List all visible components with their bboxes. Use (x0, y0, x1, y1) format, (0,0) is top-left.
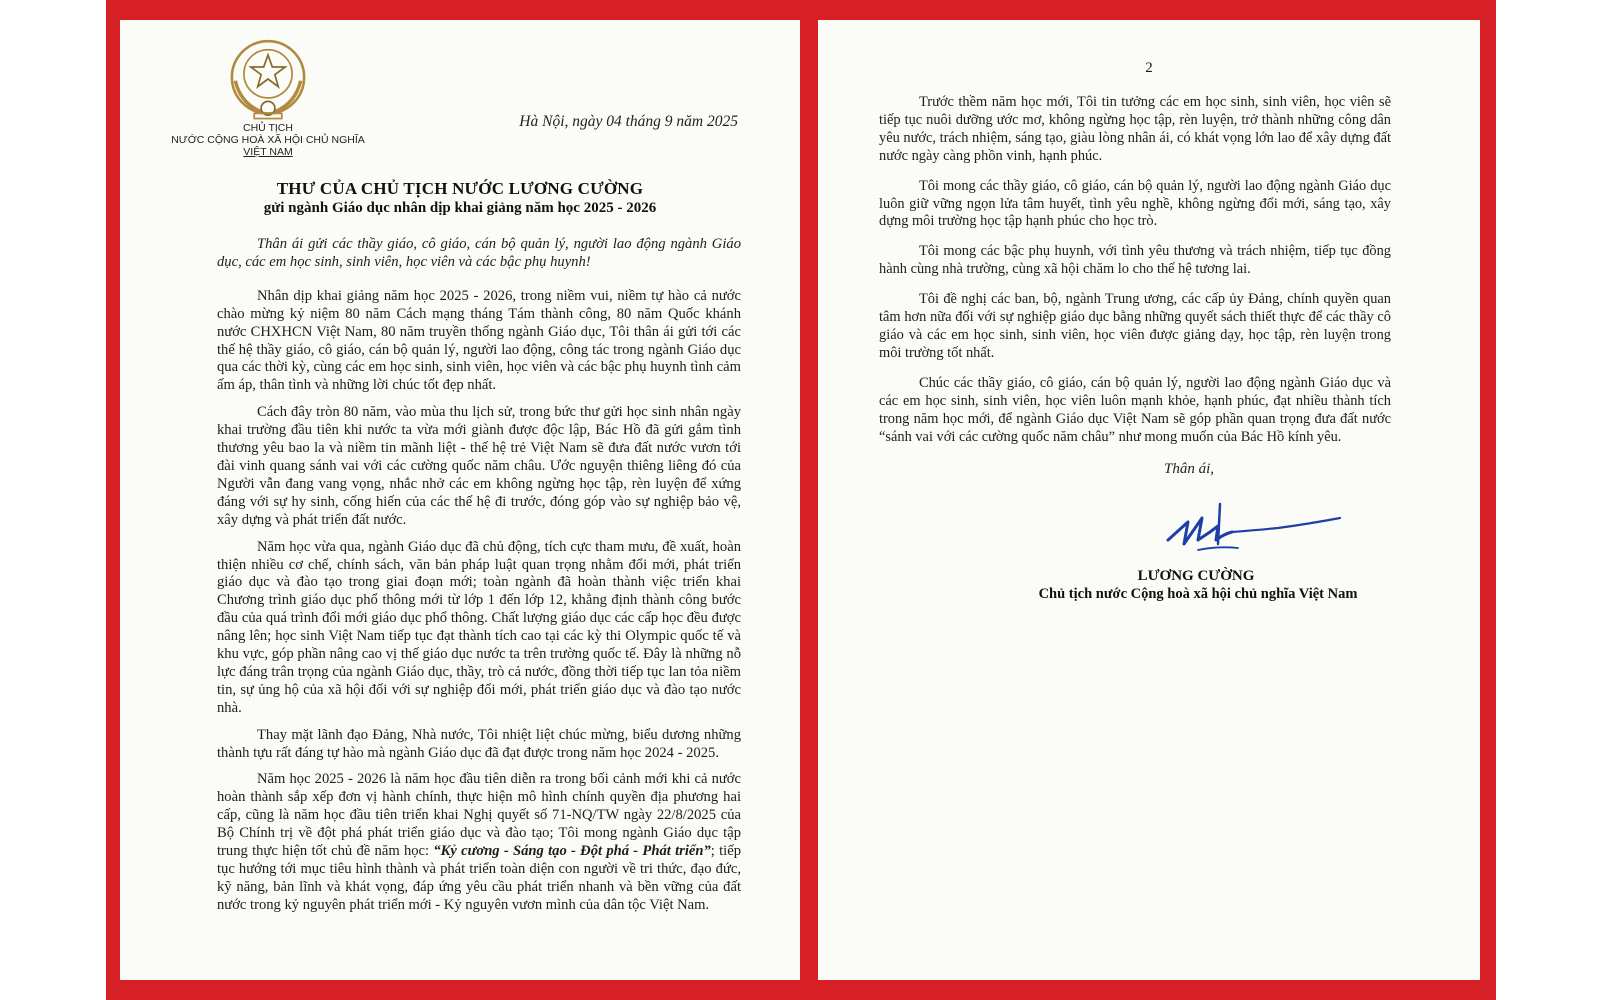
paragraph: Tôi mong các bậc phụ huynh, với tình yêu thương và trách nhiệm, tiếp tục đồng hành cùng nhà trường, cùng xã hội chăm lo cho thế hệ tương lai. (879, 243, 1391, 278)
letter-subtitle: gửi ngành Giáo dục nhân dịp khai giảng năm học 2025 - 2026 (263, 200, 657, 216)
letterhead (170, 36, 366, 158)
greeting: Thân ái gửi các thầy giáo, cô giáo, cán bộ quản lý, người lao động ngành Giáo dục, các em học sinh, sinh viên, học viên và các bậc phụ huynh! (217, 236, 741, 270)
page-number: 2 (1145, 60, 1153, 76)
paragraph: Thay mặt lãnh đạo Đảng, Nhà nước, Tôi nhiệt liệt chúc mừng, biểu dương những thành tựu rất đáng tự hào mà ngành Giáo dục đã đạt được trong năm học 2024 - 2025. (217, 726, 741, 761)
letter-page-2 (818, 20, 1480, 980)
signer-name: LƯƠNG CƯỜNG (1137, 568, 1255, 584)
signer-title: Chủ tịch nước Cộng hoà xã hội chủ nghĩa Việt Nam (1038, 586, 1358, 602)
paragraph: Tôi mong các thầy giáo, cô giáo, cán bộ quản lý, người lao động ngành Giáo dục luôn giữ vững ngọn lửa tâm huyết, tình yêu nghề, không ngừng đổi mới, sáng tạo, xây dựng môi trường học tập hạnh phúc cho học trò. (879, 177, 1391, 230)
letter-body-page-2 (879, 94, 1391, 458)
paragraph-text: Năm học 2025 - 2026 là năm học đầu tiên diễn ra trong bối cảnh mới khi cả nước hoàn thành sắp xếp đơn vị hành chính, thực hiện mô hình chính quyền địa phương hai cấp, cũng là năm học đầu tiên triển khai Nghị quyết số 71-NQ/TW ngày 22/8/2025 của Bộ Chính trị về đột phá phát triển giáo dục và đào tạo; Tôi mong ngành Giáo dục tập trung thực hiện tốt chủ đề năm học: (217, 771, 741, 860)
office-title-line2: NƯỚC CỘNG HOÀ XÃ HỘI CHỦ NGHĨA (171, 134, 365, 146)
paragraph: Cách đây tròn 80 năm, vào mùa thu lịch sử, trong bức thư gửi học sinh nhân ngày khai trường đầu tiên khi nước ta vừa mới giành được độc lập, Bác Hồ đã gửi gắm tình thương yêu bao la và niềm tin mãnh liệt - thế hệ trẻ Việt Nam sẽ đưa đất nước vươn tới đài vinh quang sánh vai với các cường quốc năm châu. Ước nguyện thiêng liêng đó của Người vẫn đang vang vọng, nhắc nhở các em không ngừng học tập, rèn luyện để xứng đáng với sự hy sinh, cống hiến của các thế hệ đi trước, đóng góp vào sự nghiệp bảo vệ, xây dựng và phát triển đất nước. (217, 404, 741, 528)
letter-body-page-1 (217, 236, 741, 924)
office-title-line1: CHỦ TỊCH (243, 122, 293, 134)
paragraph-text: ; tiếp tục hướng tới mục tiêu hình thành và phát triển toàn diện con người về tri thức, đạo đức, kỹ năng, bản lĩnh và khát vọng, đáp ứng yêu cầu phát triển nhanh và bền vững của đất nước trong kỷ nguyên phát triển mới - Kỷ nguyên vươn mình của dân tộc Việt Nam. (217, 843, 741, 913)
paragraph: Chúc các thầy giáo, cô giáo, cán bộ quản lý, người lao động ngành Giáo dục và các em học sinh, sinh viên, học viên luôn mạnh khỏe, hạnh phúc, đạt nhiều thành tích trong năm học mới, để ngành Giáo dục Việt Nam sẽ góp phần quan trọng đưa đất nước “sánh vai với các cường quốc năm châu” như mong muốn của Bác Hồ kính yêu. (879, 374, 1391, 445)
paragraph-theme (217, 771, 741, 914)
dateline: Hà Nội, ngày 04 tháng 9 năm 2025 (519, 113, 738, 130)
letter-page-1 (120, 20, 800, 980)
state-emblem-icon (225, 36, 311, 122)
paragraph: Nhân dịp khai giảng năm học 2025 - 2026, trong niềm vui, niềm tự hào cả nước chào mừng kỷ niệm 80 năm Cách mạng tháng Tám thành công, 80 năm Quốc khánh nước CHXHCN Việt Nam, 80 năm truyền thống ngành Giáo dục, Tôi thân ái gửi tới các thế hệ thầy giáo, cô giáo, cán bộ quản lý, người lao động, công tác trong ngành Giáo dục qua các thời kỳ, cùng các em học sinh, sinh viên, học viên và các bậc phụ huynh tình cảm ấm áp, thân tình và những lời chúc tốt đẹp nhất. (217, 287, 742, 394)
handwritten-signature-icon (1158, 488, 1358, 558)
office-title-line3: VIỆT NAM (243, 146, 293, 158)
closing: Thân ái, (1164, 461, 1215, 477)
paragraph: Tôi đề nghị các ban, bộ, ngành Trung ương, các cấp ủy Đảng, chính quyền quan tâm hơn nữa đối với sự nghiệp giáo dục bằng những quyết sách thiết thực để các thầy cô giáo và các em học sinh, sinh viên, học viên được giảng dạy, học tập, rèn luyện trong môi trường tốt nhất. (879, 291, 1391, 361)
paragraph: Năm học vừa qua, ngành Giáo dục đã chủ động, tích cực tham mưu, đề xuất, hoàn thiện nhiều cơ chế, chính sách, văn bản pháp luật quan trọng nhằm đổi mới, phát triển giáo dục và đào tạo trong giai đoạn mới; toàn ngành đã hoàn thành việc triển khai Chương trình giáo dục phổ thông mới từ lớp 1 đến lớp 12, khẳng định thành công bước đầu của quá trình đổi mới giáo dục phổ thông. Chất lượng giáo dục các cấp học đều được nâng lên; học sinh Việt Nam tiếp tục đạt thành tích cao tại các kỳ thi Olympic quốc tế và khu vực, góp phần nâng cao vị thế giáo dục nước ta trên trường quốc tế. Đây là những nỗ lực đáng trân trọng của ngành Giáo dục, thầy, trò cả nước, đồng thời tiếp tục lan tỏa niềm tin, sự ủng hộ của xã hội đối với sự nghiệp đổi mới, phát triển giáo dục và đào tạo nước nhà. (217, 538, 741, 716)
school-year-motto: “Kỷ cương - Sáng tạo - Đột phá - Phát triển” (433, 843, 711, 860)
paragraph: Trước thềm năm học mới, Tôi tin tưởng các em học sinh, sinh viên, học viên sẽ tiếp tục nuôi dưỡng ước mơ, không ngừng học tập, rèn luyện, trở thành những công dân yêu nước, trách nhiệm, sáng tạo, giàu lòng nhân ái, có khát vọng lớn lao để xây dựng đất nước ngày càng phồn vinh, hạnh phúc. (879, 94, 1391, 164)
letter-title: THƯ CỦA CHỦ TỊCH NƯỚC LƯƠNG CƯỜNG (276, 179, 644, 198)
